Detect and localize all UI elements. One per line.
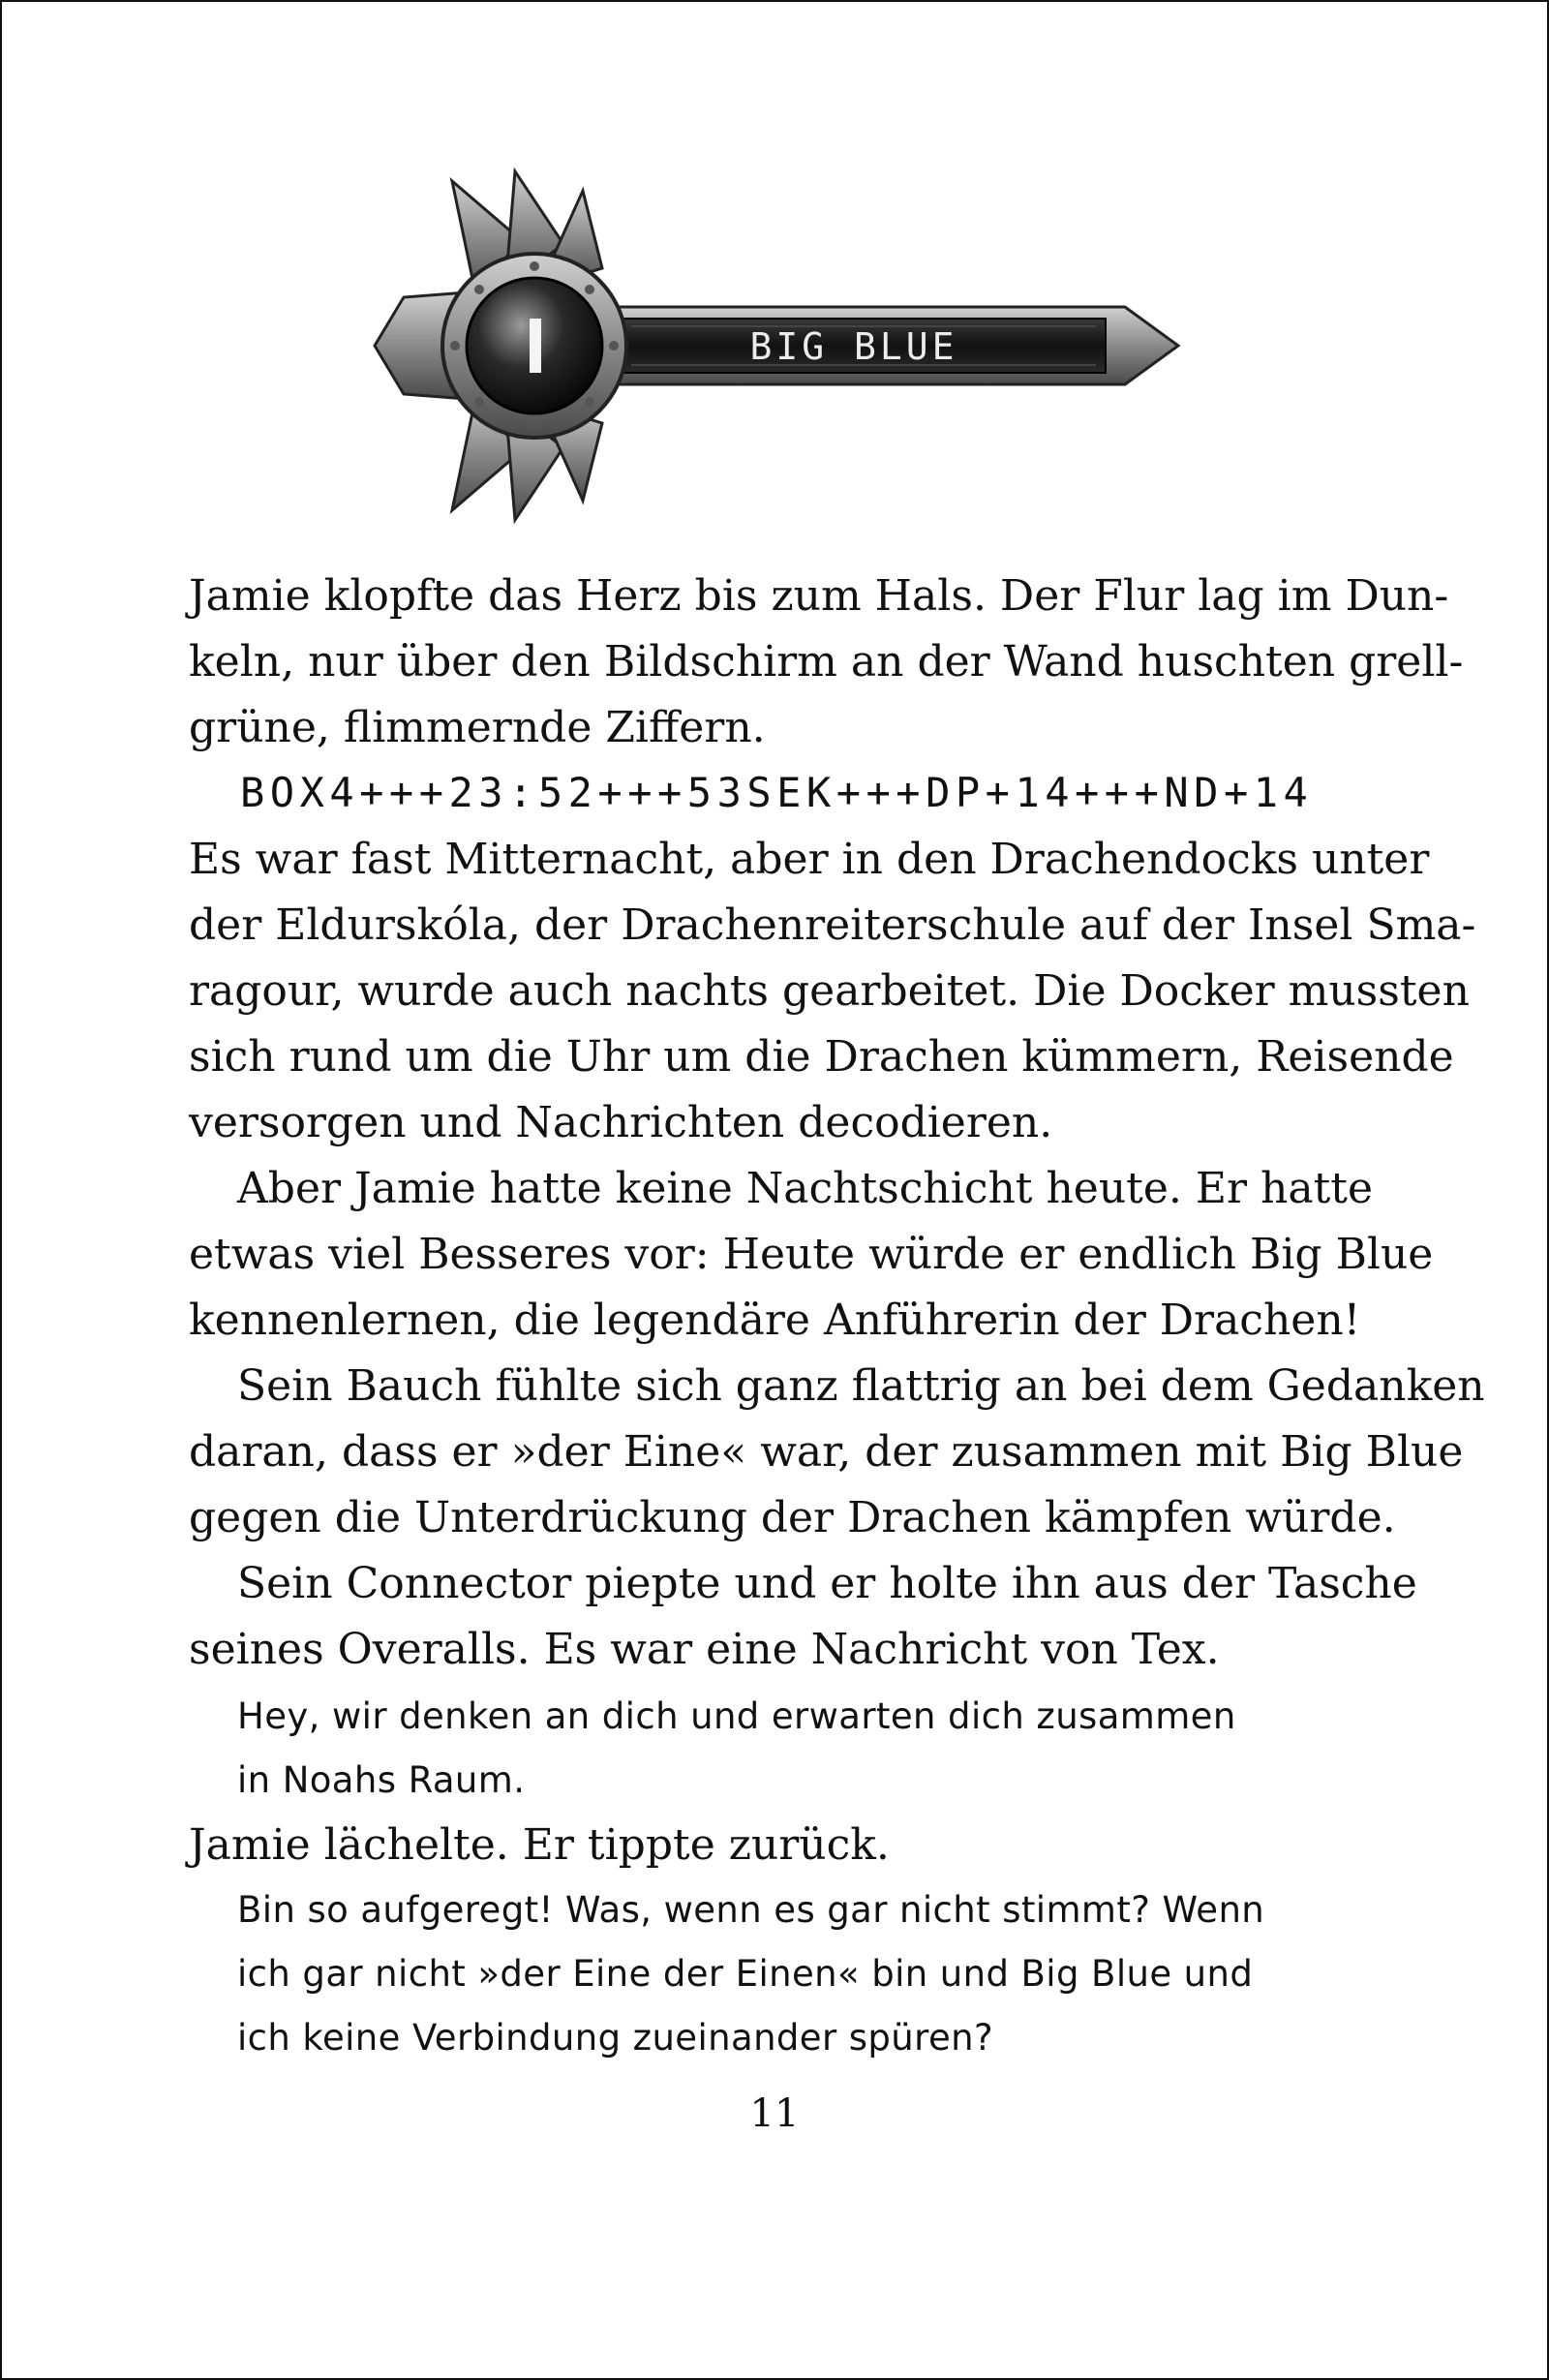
text-line: der Eldurskóla, der Drachenreiterschule auf der Insel Sma- (189, 900, 1476, 950)
text-line: gegen die Unterdrückung der Drachen kämpfen würde. (189, 1493, 1396, 1542)
message-line: in Noahs Raum. (237, 1759, 526, 1801)
paragraph-4-cont (189, 1419, 1464, 1551)
text-line: seines Overalls. Es war eine Nachricht von Tex. (189, 1625, 1220, 1674)
text-line: sich rund um die Uhr um die Drachen kümmern, Reisende (189, 1032, 1454, 1082)
code-readout: BOX4+++23:52+++53SEK+++DP+14+++ND+14 (240, 769, 1314, 816)
text-line: Aber Jamie hatte keine Nachtschicht heute. Er hatte (237, 1164, 1373, 1213)
text-line: grüne, flimmernde Ziffern. (189, 703, 766, 752)
message-tex (237, 1685, 1236, 1813)
message-line: ich gar nicht »der Eine der Einen« bin und Big Blue und (237, 1953, 1254, 1995)
paragraph-3 (237, 1156, 1373, 1222)
chapter-banner (360, 152, 1193, 539)
text-line: Es war fast Mitternacht, aber in den Drachendocks unter (189, 835, 1430, 884)
banner-orb-glyph (530, 319, 541, 373)
message-line: ich keine Verbindung zueinander spüren? (237, 2017, 994, 2059)
banner-title: BIG BLUE (749, 325, 958, 368)
text-line: Jamie klopfte das Herz bis zum Hals. Der Flur lag im Dun- (189, 571, 1449, 621)
paragraph-6 (189, 1813, 1331, 1878)
text-line: kennenlernen, die legendäre Anführerin der Drachen! (189, 1296, 1361, 1345)
paragraph-2 (189, 827, 1476, 1156)
page-number: 11 (749, 2091, 800, 2136)
text-line: ragour, wurde auch nachts gearbeitet. Die Docker mussten (189, 966, 1470, 1016)
message-line: Hey, wir denken an dich und erwarten dich zusammen (237, 1695, 1236, 1737)
text-line: Jamie lächelte. Er tippte zurück. (189, 1820, 890, 1870)
text-line: versorgen und Nachrichten decodieren. (189, 1098, 1053, 1147)
message-line: Bin so aufgeregt! Was, wenn es gar nicht stimmt? Wenn (237, 1889, 1265, 1931)
text-line: daran, dass er »der Eine« war, der zusammen mit Big Blue (189, 1427, 1464, 1477)
paragraph-5-cont (189, 1617, 1331, 1683)
paragraph-4 (237, 1354, 1485, 1419)
paragraph-1 (189, 564, 1464, 761)
text-line: Sein Connector piepte und er holte ihn aus der Tasche (237, 1559, 1417, 1608)
paragraph-5 (237, 1551, 1417, 1617)
paragraph-3-cont (189, 1222, 1434, 1354)
message-jamie (237, 1878, 1264, 2070)
text-line: etwas viel Besseres vor: Heute würde er endlich Big Blue (189, 1230, 1434, 1279)
text-line: Sein Bauch fühlte sich ganz flattrig an bei dem Gedanken (237, 1361, 1485, 1411)
text-line: keln, nur über den Bildschirm an der Wand huschten grell- (189, 637, 1464, 687)
